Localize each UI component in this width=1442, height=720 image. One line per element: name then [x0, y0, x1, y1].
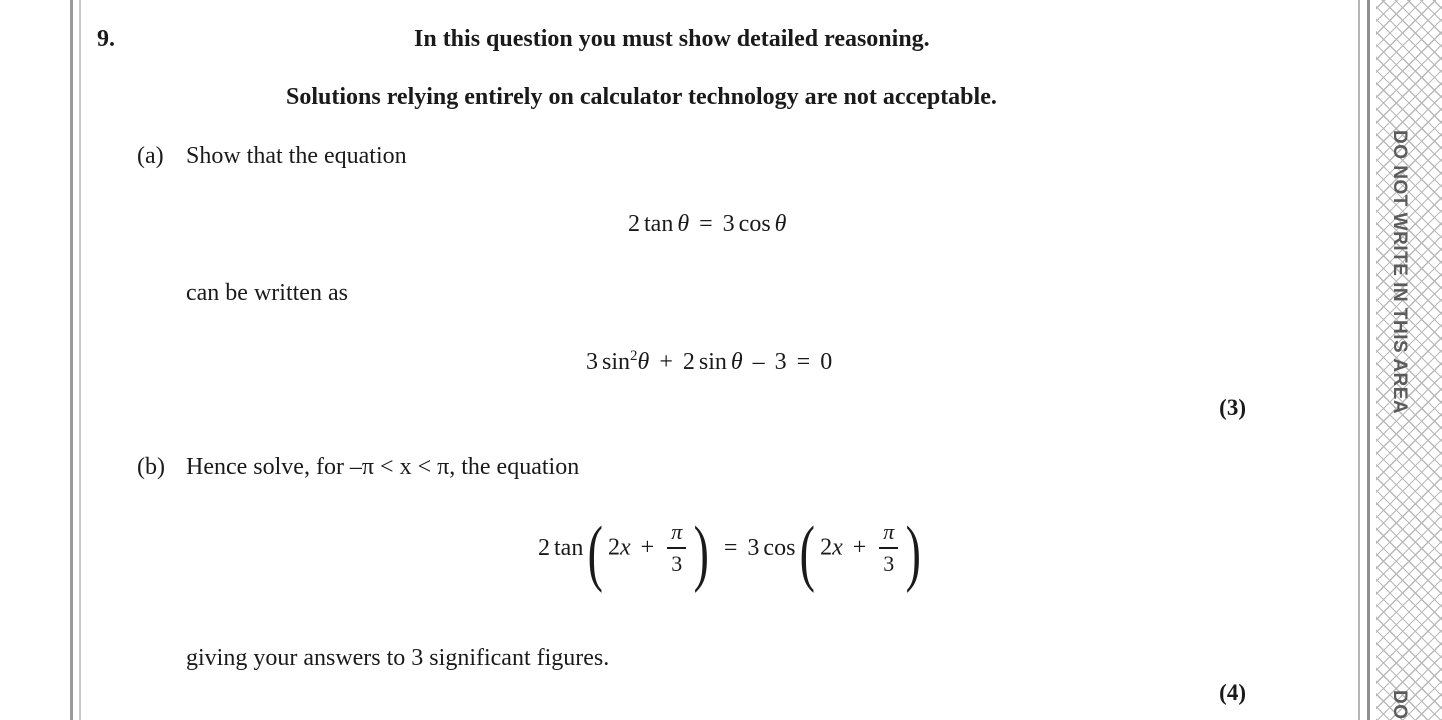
do-not-write-in-this-area-label-partial: DO — [1389, 690, 1410, 720]
eq1-lhs-coeff: 2 — [628, 211, 640, 237]
part-a-prompt: Show that the equation — [186, 143, 407, 169]
do-not-write-in-this-area-label: DO NOT WRITE IN THIS AREA — [1389, 130, 1410, 415]
eq1-rhs-fn: cos — [738, 211, 771, 237]
page-border-left-outer — [70, 0, 73, 720]
eq3-lhs-coeff: 2 — [538, 535, 550, 562]
eq2-term1-var: θ — [637, 349, 650, 375]
part-a-marks: (3) — [1219, 395, 1246, 420]
eq2-term1-fn: sin — [602, 349, 631, 375]
question-heading-line-2: Solutions relying entirely on calculator technology are not acceptable. — [286, 84, 997, 110]
eq1-lhs-var: θ — [677, 211, 690, 237]
fraction-denominator-1: 3 — [671, 550, 683, 576]
eq3-lhs-fn: tan — [554, 535, 584, 562]
fraction-bar-1 — [667, 547, 686, 549]
eq1-lhs-fn: tan — [644, 211, 674, 237]
page-border-right-outer — [1367, 0, 1370, 720]
part-b-prompt — [186, 454, 579, 481]
fraction-pi-over-3-2 — [879, 519, 898, 577]
eq1-rhs-var: θ — [774, 211, 787, 237]
question-number: 9. — [97, 26, 115, 52]
question-heading-line-1: In this question you must show detailed reasoning. — [414, 26, 930, 52]
eq3-rhs-coeff: 3 — [747, 535, 760, 562]
eq3-equals: = — [723, 535, 738, 562]
part-b-equation: 2 tan ( 2x + $\frac{\pi}{3}$ ) = 3 cos ( 2x + $\frac{\pi}{3}$ ) — [538, 511, 922, 594]
part-a-equation-2 — [586, 349, 832, 376]
part-a-prompt-2: can be written as — [186, 280, 348, 306]
part-b-prompt-text: Hence solve, for –π < x < π, the equation — [186, 454, 580, 480]
eq2-term1-coeff: 3 — [586, 349, 598, 375]
eq2-rhs: 0 — [820, 349, 833, 375]
eq2-term2-fn: sin — [698, 349, 727, 375]
fraction-pi-over-3-1 — [667, 519, 686, 577]
part-b-prompt-2: giving your answers to 3 significant figures. — [186, 645, 610, 671]
fraction-numerator-2: π — [883, 519, 895, 544]
part-a-equation-1 — [628, 211, 786, 238]
eq2-equals: = — [796, 349, 811, 375]
part-b-marks: (4) — [1219, 680, 1246, 705]
page-border-right-inner — [1358, 0, 1360, 720]
eq2-term3: 3 — [774, 349, 787, 375]
eq1-rhs-coeff: 3 — [722, 211, 735, 237]
eq1-relation: = — [699, 211, 713, 237]
part-a-label: (a) — [137, 143, 164, 169]
page-border-left-inner — [79, 0, 81, 720]
eq3-inner-coeff-1: 2 — [607, 534, 620, 561]
eq2-term1-power: 2 — [630, 348, 638, 364]
eq3-inner-plus-1: + — [640, 534, 655, 561]
eq3-inner-plus-2: + — [852, 534, 867, 561]
eq3-rhs-fn: cos — [763, 535, 796, 562]
fraction-denominator-2: 3 — [883, 550, 895, 576]
eq2-term2-var: θ — [730, 349, 743, 375]
eq3-inner-var-1: x — [619, 534, 631, 561]
eq3-inner-coeff-2: 2 — [820, 534, 833, 561]
eq2-term2-coeff: 2 — [682, 349, 695, 375]
eq3-inner-var-2: x — [832, 534, 843, 561]
fraction-numerator-1: π — [671, 519, 683, 544]
fraction-bar-2 — [879, 547, 898, 549]
part-b-label: (b) — [137, 454, 165, 480]
eq2-minus: – — [752, 349, 765, 375]
eq2-plus: + — [659, 349, 673, 375]
